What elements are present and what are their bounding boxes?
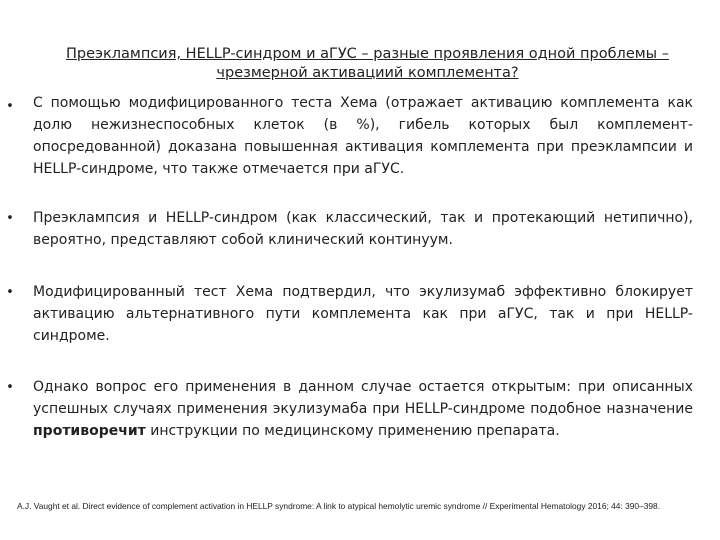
bullet-marker: • (6, 99, 14, 114)
bullet-text-end: инструкции по медицинскому применению препарата. (145, 423, 560, 439)
reference-citation: A.J. Vaught et al. Direct evidence of complement activation in HELLP syndrome: A link to atypical hemolytic uremic syndrome // Experimental Hematology 2016; 44: 390–398. (17, 501, 661, 511)
bullet-text-start: Однако вопрос его применения в данном случае остается открытым: при описанных успешных случаях применения экулизумаба при HELLP-синдроме подобное назначение (33, 379, 693, 417)
bullet-text: Преэклампсия и HELLP-синдром (как классический, так и протекающий нетипично), вероятно, представляют собой клинический континуум. (33, 210, 693, 248)
bullet-marker: • (6, 380, 14, 395)
bullet-marker: • (6, 285, 14, 300)
slide-title: Преэклампсия, HELLP-синдром и аГУС – разные проявления одной проблемы – чрезмерной активациий комплемента? (66, 46, 669, 81)
bullet-text-emphasis: противоречит (33, 423, 146, 439)
bullet-text: Модифицированный тест Хема подтвердил, что экулизумаб эффективно блокирует активацию альтернативного пути комплемента как при аГУС, так и при HELLP-синдроме. (33, 284, 693, 344)
bullet-text (33, 376, 693, 442)
bullet-marker: • (6, 211, 14, 226)
bullet-text: С помощью модифицированного теста Хема (отражает активацию комплемента как долю нежизнеспособных клеток (в %), гибель которых был комплемент-опосредованной) доказана повышенная активация комплемента при преэклампсии и HELLP-синдроме, что также отмечается при аГУС. (33, 95, 693, 177)
